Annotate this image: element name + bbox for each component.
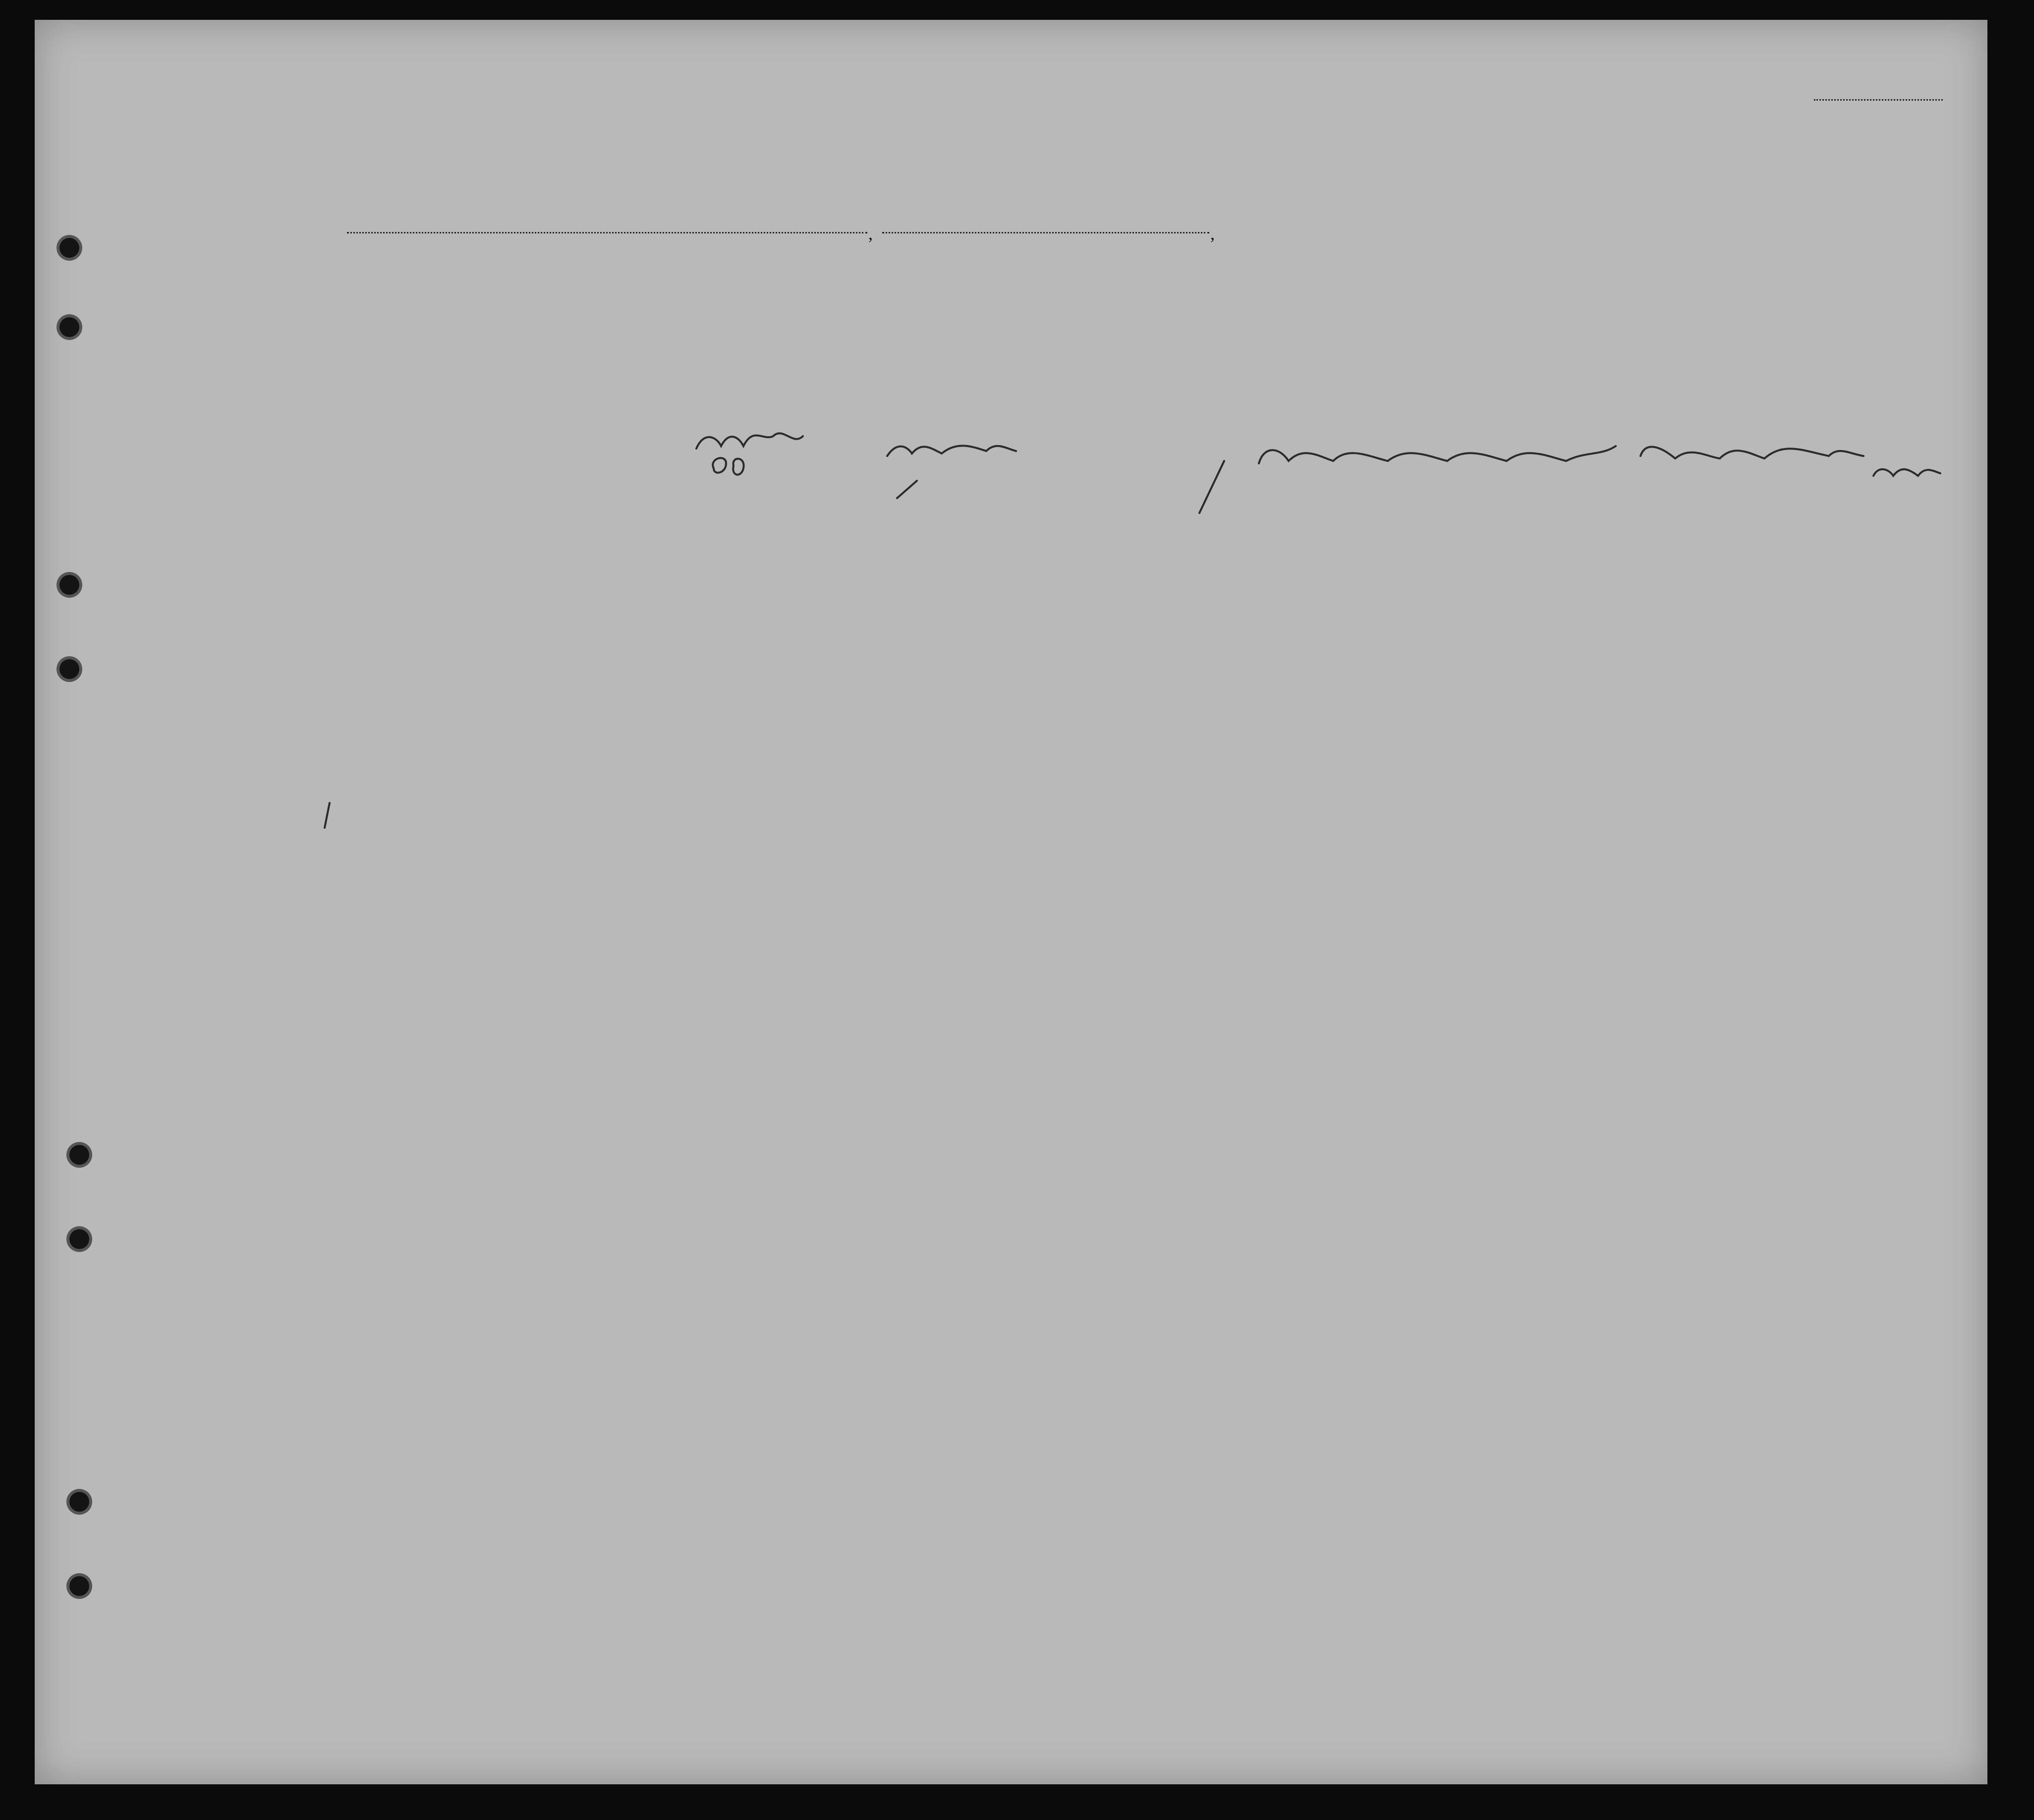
scrawl-cross-2 xyxy=(1199,461,1224,513)
scrawl-90 xyxy=(713,458,743,475)
scrawl-cross-1 xyxy=(897,481,917,498)
scrawl-landing xyxy=(1640,447,1864,458)
comma: , xyxy=(868,224,873,243)
scrawl-initials xyxy=(1873,469,1940,476)
scrawl-mark xyxy=(325,803,330,828)
scrawl-admitted xyxy=(696,433,803,449)
comma: , xyxy=(1210,224,1215,243)
scrawl-name xyxy=(887,446,1016,456)
scrawl-landed xyxy=(1259,446,1616,463)
